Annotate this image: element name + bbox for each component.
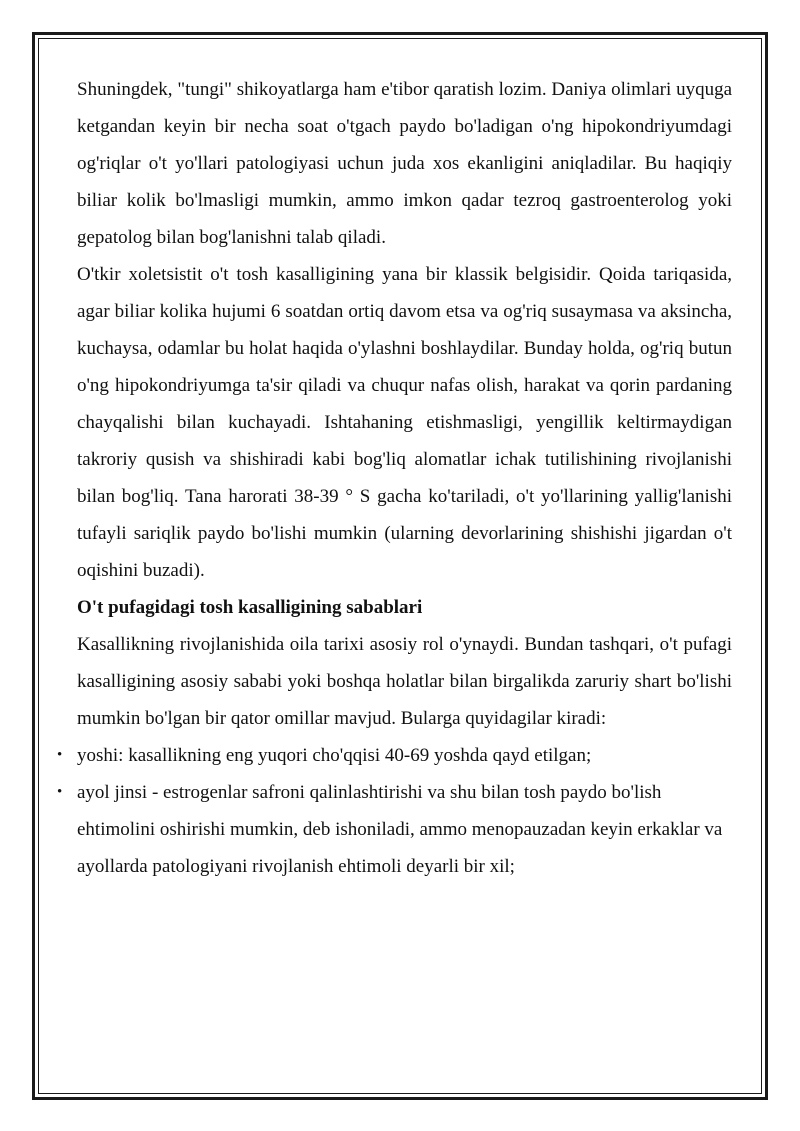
causes-list — [57, 737, 732, 885]
section-heading: O't pufagidagi tosh kasalligining sabablari — [77, 597, 423, 618]
paragraph-acute-cholecystitis: O'tkir xoletsistit o't tosh kasalligining yana bir klassik belgisidir. Qoida tariqasida, agar biliar kolika hujumi 6 soatdan ortiq davom etsa va og'riq susaymasa va aksincha, kuchaysa, odamlar bu holat haqida o'ylashni boshlaydilar. Bunday holda, og'riq butun o'ng hipokondriyumga ta'sir qiladi va chuqur nafas olish, harakat va qorin pardaning chayqalishi bilan kuchayadi. Ishtahaning etishmasligi, yengillik keltirmaydigan takroriy qusish va shishiradi kabi bog'liq alomatlar ichak tutilishining rivojlanishi bilan bog'liq. Tana harorati 38-39 ° S gacha ko'tariladi, o't yo'llarining yallig'lanishi tufayli sariqlik paydo bo'lishi mumkin (ularning devorlarining shishishi jigardan o't oqishini buzadi). — [77, 264, 732, 581]
list-item-text: yoshi: kasallikning eng yuqori cho'qqisi 40-69 yoshda qayd etilgan; — [77, 745, 592, 766]
paragraph-causes-intro: Kasallikning rivojlanishida oila tarixi asosiy rol o'ynaydi. Bundan tashqari, o't pufagi kasalligining asosiy sababi yoki boshqa holatlar bilan birgalikda zaruriy shart bo'lishi mumkin bo'lgan bir qator omillar mavjud. Bularga quyidagilar kiradi: — [77, 634, 732, 729]
bullet-icon: • — [57, 747, 63, 763]
paragraph-night-complaints: Shuningdek, "tungi" shikoyatlarga ham e'tibor qaratish lozim. Daniya olimlari uyquga ketgandan keyin bir necha soat o'tgach paydo bo'ladigan o'ng hipokondriyumdagi og'riqlar o't yo'llari patologiyasi uchun juda xos ekanligini aniqladilar. Bu haqiqiy biliar kolik bo'lmasligi mumkin, ammo imkon qadar tezroq gastroenterolog yoki gepatolog bilan bog'lanishni talab qiladi. — [77, 79, 732, 248]
list-item — [57, 737, 732, 774]
bullet-icon: • — [57, 784, 63, 800]
list-item-text: ayol jinsi - estrogenlar safroni qalinlashtirishi va shu bilan tosh paydo bo'lish ehtimolini oshirishi mumkin, deb ishoniladi, ammo menopauzadan keyin erkaklar va ayollarda patologiyani rivojlanish ehtimoli deyarli bir xil; — [77, 782, 723, 877]
document-body — [57, 71, 732, 885]
list-item — [57, 774, 732, 885]
